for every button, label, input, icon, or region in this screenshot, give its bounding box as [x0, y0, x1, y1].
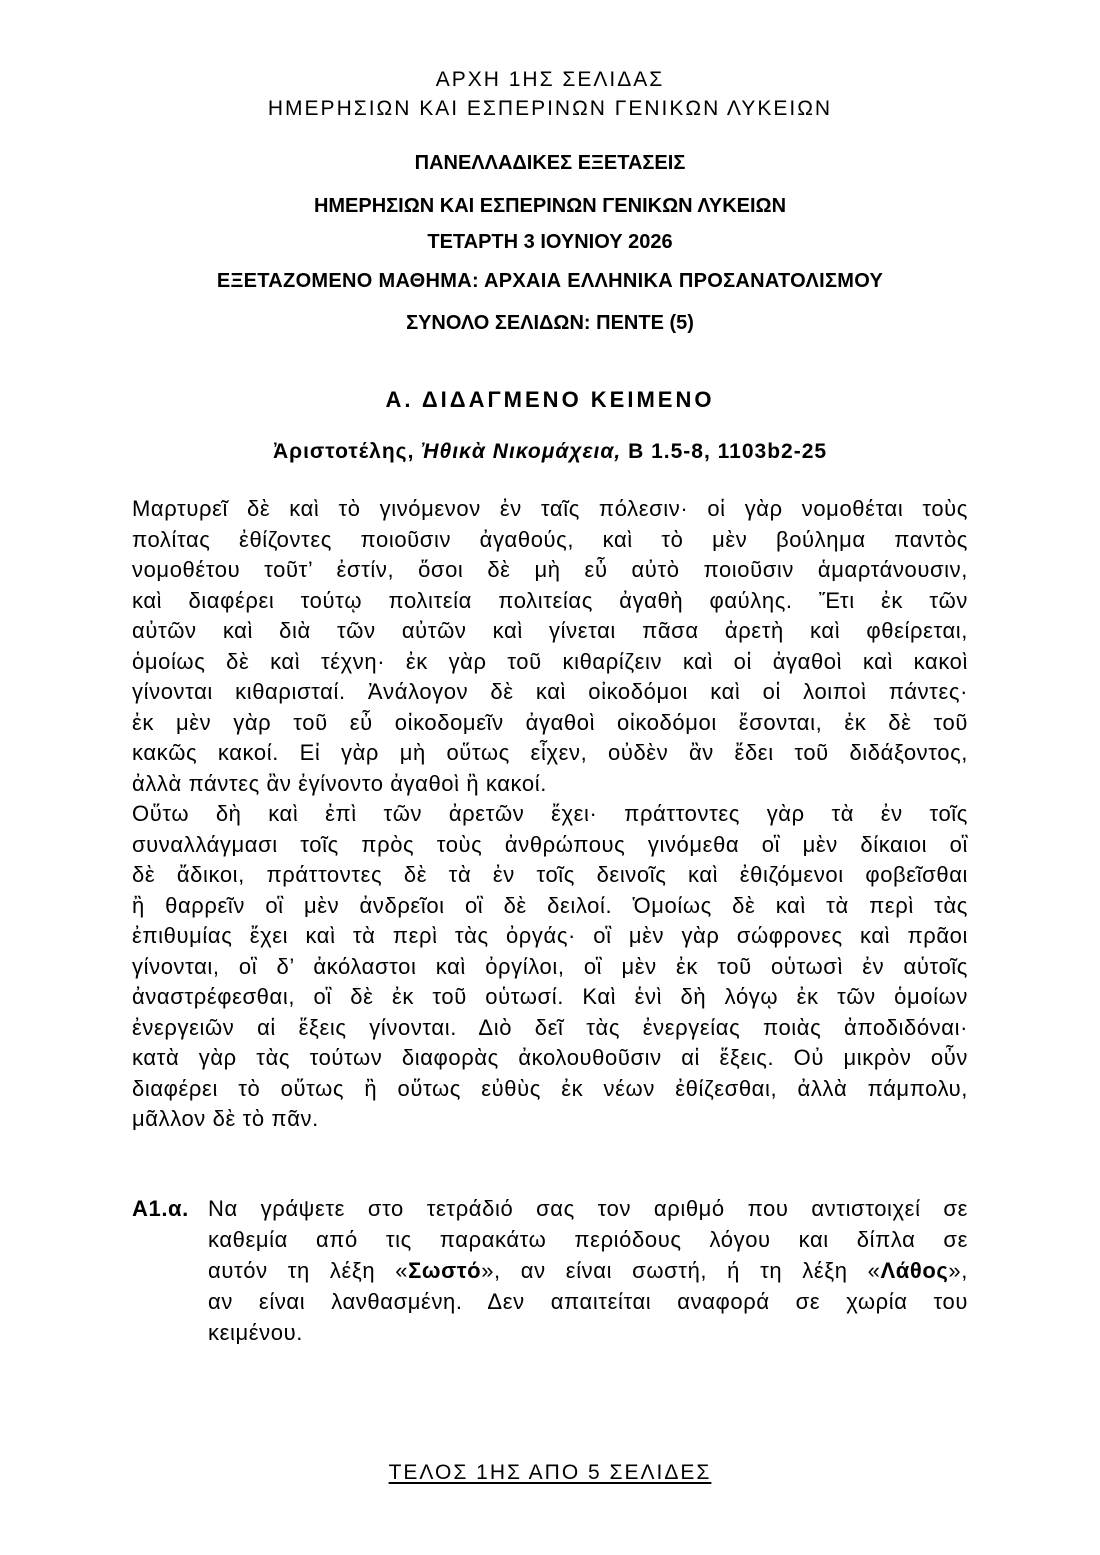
text-line: συναλλάγμασι τοῖς πρὸς τοὺς ἀνθρώπους γινόμεθα οἳ μὲν δίκαιοι οἳ	[132, 831, 968, 857]
text-line: γίνονται κιθαρισταί. Ἀνάλογον δὲ καὶ οἰκοδόμοι καὶ οἱ λοιποὶ πάντες·	[132, 679, 968, 704]
text-line: διαφέρει τὸ οὕτως ἢ οὕτως εὐθὺς ἐκ νέων ἐθίζεσθαι, ἀλλὰ πάμπολυ,	[132, 1075, 968, 1101]
source-author: Ἀριστοτέλης,	[272, 440, 415, 463]
source-reference: Β 1.5-8, 1103b2-25	[628, 440, 828, 463]
text-line: ἀλλὰ πάντες ἂν ἐγίνοντο ἀγαθοὶ ἢ κακοί.	[132, 770, 547, 796]
text-line: Οὕτω δὴ καὶ ἐπὶ τῶν ἀρετῶν ἔχει· πράττοντες γὰρ τὰ ἐν τοῖς	[132, 801, 968, 826]
question-line: αν είναι λανθασμένη. Δεν απαιτείται αναφορά σε χωρία του	[208, 1289, 968, 1314]
text-line: Μαρτυρεῖ δὲ καὶ τὸ γινόμενον ἐν ταῖς πόλεσιν· οἱ γὰρ νομοθέται τοὺς	[132, 496, 968, 521]
page-header-start: ΑΡΧΗ 1ΗΣ ΣΕΛΙΔΑΣ	[435, 68, 665, 91]
source-work: Ἠθικὰ Νικομάχεια,	[421, 440, 622, 463]
text-line: ἐκ μὲν γὰρ τοῦ εὖ οἰκοδομεῖν ἀγαθοὶ οἰκοδόμοι ἔσονται, ἐκ δὲ τοῦ	[132, 709, 968, 735]
text-line: αὐτῶν καὶ διὰ τῶν αὐτῶν καὶ γίνεται πᾶσα ἀρετὴ καὶ φθείρεται,	[132, 618, 968, 643]
question-body	[208, 1193, 968, 1348]
word-correct: Σωστό	[408, 1258, 482, 1283]
text-line: πολίτας ἐθίζοντες ποιοῦσιν ἀγαθούς, καὶ τὸ μὲν βούλημα παντὸς	[132, 526, 968, 552]
text-line: ἐνεργειῶν αἱ ἕξεις γίνονται. Διὸ δεῖ τὰς ἐνεργείας ποιὰς ἀποδιδόναι·	[132, 1014, 968, 1040]
text-line: γίνονται, οἳ δ’ ἀκόλαστοι καὶ ὀργίλοι, οἳ μὲν ἐκ τοῦ οὑτωσὶ ἐν αὑτοῖς	[132, 953, 968, 979]
text-line: ἐπιθυμίας ἔχει καὶ τὰ περὶ τὰς ὀργάς· οἳ μὲν γὰρ σώφρονες καὶ πρᾶοι	[132, 923, 968, 948]
page-header-schools: ΗΜΕΡΗΣΙΩΝ ΚΑΙ ΕΣΠΕΡΙΝΩΝ ΓΕΝΙΚΩΝ ΛΥΚΕΙΩΝ	[267, 97, 833, 120]
exam-total-pages: ΣΥΝΟΛΟ ΣΕΛΙΔΩΝ: ΠΕΝΤΕ (5)	[406, 312, 694, 334]
text-line: καὶ διαφέρει τούτῳ πολιτεία πολιτείας ἀγαθὴ φαύλης. Ἔτι ἐκ τῶν	[132, 587, 968, 613]
text-line: μᾶλλον δὲ τὸ πᾶν.	[132, 1106, 319, 1131]
text-line: κακῶς κακοί. Εἰ γὰρ μὴ οὕτως εἶχεν, οὐδὲν ἂν ἔδει τοῦ διδάξοντος,	[132, 740, 968, 765]
ancient-text	[132, 494, 968, 1135]
word-wrong: Λάθος	[880, 1258, 949, 1283]
section-title: Α. ΔΙΔΑΓΜΕΝΟ ΚΕΙΜΕΝΟ	[385, 387, 715, 412]
page-footer-text: ΤΕΛΟΣ 1ΗΣ ΑΠΟ 5 ΣΕΛΙΔΕΣ	[388, 1461, 712, 1484]
page-footer	[0, 1461, 1100, 1485]
text-line: ἀναστρέφεσθαι, οἳ δὲ ἐκ τοῦ οὑτωσί. Καὶ ἑνὶ δὴ λόγῳ ἐκ τῶν ὁμοίων	[132, 984, 968, 1009]
text-source	[0, 440, 1100, 464]
question-line: Να γράψετε στο τετράδιό σας τον αριθμό που αντιστοιχεί σε	[208, 1196, 968, 1221]
exam-date: ΤΕΤΑΡΤΗ 3 ΙΟΥΝΙΟΥ 2026	[427, 231, 673, 253]
text-line: κατὰ γὰρ τὰς τούτων διαφορὰς ἀκολουθοῦσιν αἱ ἕξεις. Οὐ μικρὸν οὖν	[132, 1045, 968, 1070]
text-line: δὲ ἄδικοι, πράττοντες δὲ τὰ ἐν τοῖς δεινοῖς καὶ ἐθιζόμενοι φοβεῖσθαι	[132, 862, 968, 887]
text-line: νομοθέτου τοῦτ’ ἐστίν, ὅσοι δὲ μὴ εὖ αὐτὸ ποιοῦσιν ἁμαρτάνουσιν,	[132, 557, 968, 582]
exam-title: ΠΑΝΕΛΛΑΔΙΚΕΣ ΕΞΕΤΑΣΕΙΣ	[414, 152, 686, 174]
question-label: Α1.α.	[132, 1196, 189, 1221]
exam-schools: ΗΜΕΡΗΣΙΩΝ ΚΑΙ ΕΣΠΕΡΙΝΩΝ ΓΕΝΙΚΩΝ ΛΥΚΕΙΩΝ	[313, 195, 787, 217]
question-line: κειμένου.	[208, 1320, 303, 1345]
text-line: ἢ θαρρεῖν οἳ μὲν ἀνδρεῖοι οἳ δὲ δειλοί. Ὁμοίως δὲ καὶ τὰ περὶ τὰς	[132, 892, 968, 918]
question-line: καθεμία από τις παρακάτω περιόδους λόγου και δίπλα σε	[208, 1227, 968, 1252]
exam-subject: ΕΞΕΤΑΖΟΜΕΝΟ ΜΑΘΗΜΑ: ΑΡΧΑΙΑ ΕΛΛΗΝΙΚΑ ΠΡΟΣΑΝΑΤΟΛΙΣΜΟΥ	[216, 270, 884, 292]
text-line: ὁμοίως δὲ καὶ τέχνη· ἐκ γὰρ τοῦ κιθαρίζειν καὶ οἱ ἀγαθοὶ καὶ κακοὶ	[132, 648, 968, 674]
question-line: αυτόν τη λέξη «Σωστό», αν είναι σωστή, ή τη λέξη «Λάθος»,	[208, 1258, 968, 1283]
